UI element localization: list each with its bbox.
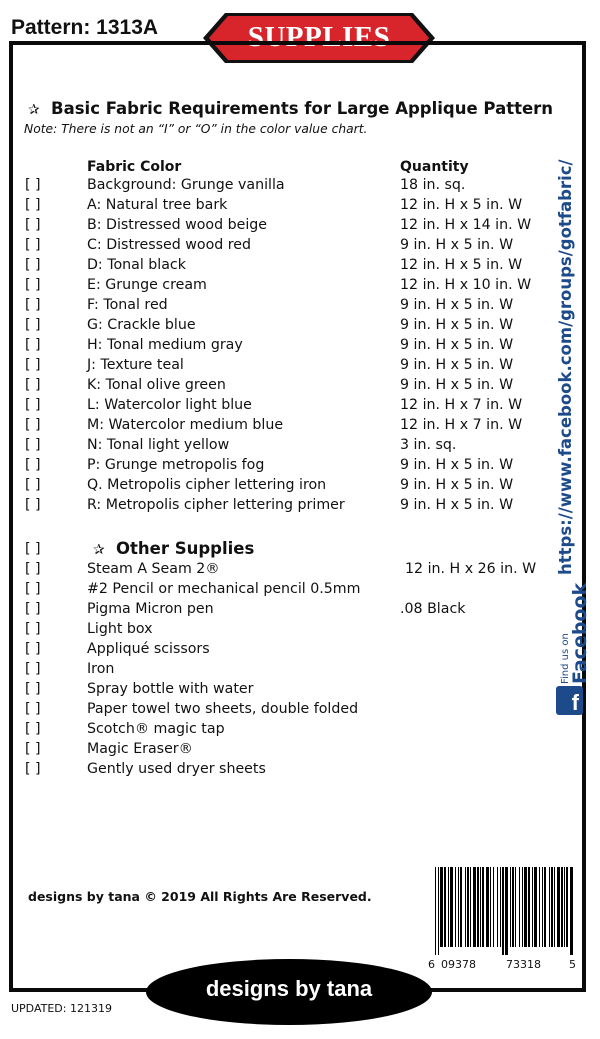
barcode-bar bbox=[544, 867, 546, 947]
barcode-bar bbox=[455, 867, 456, 947]
fabric-label: N: Tonal light yellow bbox=[87, 437, 230, 453]
fabric-label: J: Texture teal bbox=[87, 357, 184, 373]
fabric-label: R: Metropolis cipher lettering primer bbox=[87, 497, 345, 513]
barcode-bar bbox=[470, 867, 471, 947]
star-icon: ✰ bbox=[28, 102, 40, 118]
checkbox: [ ] bbox=[25, 641, 41, 657]
fabric-quantity: 9 in. H x 5 in. W bbox=[400, 237, 514, 253]
fabric-label: M: Watercolor medium blue bbox=[87, 417, 284, 433]
supply-label: Appliqué scissors bbox=[87, 641, 210, 657]
checkbox: [ ] bbox=[25, 217, 41, 233]
barcode bbox=[427, 867, 577, 955]
supply-label: Spray bottle with water bbox=[87, 681, 254, 697]
barcode-bar bbox=[467, 867, 469, 947]
checkbox: [ ] bbox=[25, 701, 41, 717]
supply-label: Iron bbox=[87, 661, 115, 677]
checkbox: [ ] bbox=[25, 457, 41, 473]
barcode-bar bbox=[473, 867, 476, 947]
checkbox: [ ] bbox=[25, 277, 41, 293]
checkbox: [ ] bbox=[25, 541, 41, 557]
quantity-header: Quantity bbox=[400, 159, 469, 175]
supply-label: Scotch® magic tap bbox=[87, 721, 225, 737]
supply-label: Light box bbox=[87, 621, 153, 637]
fabric-quantity: 12 in. H x 7 in. W bbox=[400, 417, 523, 433]
barcode-bar bbox=[566, 867, 568, 947]
barcode-bar bbox=[448, 867, 449, 947]
barcode-bar bbox=[557, 867, 560, 947]
fabric-quantity: 9 in. H x 5 in. W bbox=[400, 377, 514, 393]
fabric-quantity: 12 in. H x 7 in. W bbox=[400, 397, 523, 413]
fabric-label: C: Distressed wood red bbox=[87, 237, 252, 253]
checkbox: [ ] bbox=[25, 177, 41, 193]
fabric-quantity: 9 in. H x 5 in. W bbox=[400, 497, 514, 513]
barcode-bar bbox=[539, 867, 540, 947]
fabric-label: Q. Metropolis cipher lettering iron bbox=[87, 477, 327, 493]
checkbox: [ ] bbox=[25, 601, 41, 617]
barcode-bar bbox=[522, 867, 523, 947]
supply-label: Magic Eraser® bbox=[87, 741, 193, 757]
barcode-bar bbox=[519, 867, 520, 947]
fabric-label: P: Grunge metropolis fog bbox=[87, 457, 265, 473]
barcode-bar bbox=[486, 867, 489, 947]
barcode-digit-first: 6 bbox=[428, 958, 435, 971]
fabric-quantity: 12 in. H x 5 in. W bbox=[400, 197, 523, 213]
checkbox: [ ] bbox=[25, 721, 41, 737]
barcode-bar bbox=[510, 867, 511, 947]
checkbox: [ ] bbox=[25, 237, 41, 253]
checkbox: [ ] bbox=[25, 561, 41, 577]
barcode-bar bbox=[465, 867, 466, 947]
fabric-quantity: 9 in. H x 5 in. W bbox=[400, 317, 514, 333]
barcode-bar bbox=[524, 867, 527, 947]
barcode-bar bbox=[561, 867, 563, 947]
supply-label: Pigma Micron pen bbox=[87, 601, 214, 617]
supply-quantity: .08 Black bbox=[400, 601, 466, 617]
barcode-bar bbox=[515, 867, 516, 947]
checkbox: [ ] bbox=[25, 357, 41, 373]
facebook-group-link[interactable]: https://www.facebook.com/groups/gotfabric/ bbox=[556, 159, 575, 575]
fabric-quantity: 12 in. H x 5 in. W bbox=[400, 257, 523, 273]
pattern-number: Pattern: 1313A bbox=[11, 16, 159, 39]
facebook-label: Facebook bbox=[569, 582, 591, 684]
barcode-bar bbox=[554, 867, 555, 947]
checkbox: [ ] bbox=[25, 661, 41, 677]
checkbox: [ ] bbox=[25, 417, 41, 433]
fabric-label: A: Natural tree bark bbox=[87, 197, 228, 213]
fabric-quantity: 18 in. sq. bbox=[400, 177, 466, 193]
fabric-quantity: 9 in. H x 5 in. W bbox=[400, 477, 514, 493]
fabric-label: F: Tonal red bbox=[87, 297, 168, 313]
barcode-bar bbox=[440, 867, 443, 947]
fabric-quantity: 9 in. H x 5 in. W bbox=[400, 457, 514, 473]
fabric-quantity: 9 in. H x 5 in. W bbox=[400, 337, 514, 353]
barcode-bar bbox=[435, 867, 436, 955]
supplies-banner-text: SUPPLIES bbox=[247, 21, 391, 53]
facebook-icon: f bbox=[556, 686, 583, 715]
checkbox: [ ] bbox=[25, 397, 41, 413]
barcode-bar bbox=[505, 867, 508, 955]
barcode-bar bbox=[564, 867, 565, 947]
barcode-bar bbox=[438, 867, 439, 955]
fabric-quantity: 12 in. H x 10 in. W bbox=[400, 277, 532, 293]
checkbox: [ ] bbox=[25, 257, 41, 273]
fabric-quantity: 9 in. H x 5 in. W bbox=[400, 357, 514, 373]
updated-date: UPDATED: 121319 bbox=[11, 1002, 112, 1015]
supply-label: Gently used dryer sheets bbox=[87, 761, 266, 777]
checkbox: [ ] bbox=[25, 621, 41, 637]
barcode-bar bbox=[500, 867, 501, 947]
barcode-bar bbox=[458, 867, 459, 947]
fabric-label: H: Tonal medium gray bbox=[87, 337, 243, 353]
barcode-bar bbox=[482, 867, 484, 947]
fabric-quantity: 9 in. H x 5 in. W bbox=[400, 297, 514, 313]
fabric-label: Background: Grunge vanilla bbox=[87, 177, 285, 193]
checkbox: [ ] bbox=[25, 741, 41, 757]
fabric-label: E: Grunge cream bbox=[87, 277, 207, 293]
checkbox: [ ] bbox=[25, 377, 41, 393]
barcode-bar bbox=[480, 867, 481, 947]
fabric-label: L: Watercolor light blue bbox=[87, 397, 252, 413]
checkbox: [ ] bbox=[25, 477, 41, 493]
barcode-bar bbox=[551, 867, 553, 947]
fabric-note: Note: There is not an “I” or “O” in the color value chart. bbox=[24, 122, 368, 136]
fabric-label: B: Distressed wood beige bbox=[87, 217, 268, 233]
barcode-digits-right: 73318 bbox=[506, 958, 541, 971]
star-icon: ✰ bbox=[93, 542, 105, 558]
barcode-bar bbox=[532, 867, 533, 947]
supply-label: Steam A Seam 2® bbox=[87, 561, 220, 577]
supply-label: #2 Pencil or mechanical pencil 0.5mm bbox=[87, 581, 361, 597]
checkbox: [ ] bbox=[25, 681, 41, 697]
fabric-quantity: 3 in. sq. bbox=[400, 437, 457, 453]
checkbox: [ ] bbox=[25, 197, 41, 213]
barcode-bar bbox=[460, 867, 462, 947]
barcode-bar bbox=[477, 867, 479, 947]
barcode-bar bbox=[512, 867, 514, 947]
brand-name: designs by tana bbox=[205, 976, 373, 1001]
fabric-color-header: Fabric Color bbox=[87, 159, 182, 175]
fabric-label: K: Tonal olive green bbox=[87, 377, 226, 393]
fabric-quantity: 12 in. H x 14 in. W bbox=[400, 217, 532, 233]
other-supplies-heading: ✰ Other Supplies bbox=[93, 539, 255, 558]
fabric-heading: ✰ Basic Fabric Requirements for Large Applique Pattern bbox=[28, 99, 554, 118]
barcode-bar bbox=[528, 867, 530, 947]
checkbox: [ ] bbox=[25, 337, 41, 353]
barcode-bar bbox=[502, 867, 504, 955]
barcode-bar bbox=[493, 867, 494, 947]
barcode-bar bbox=[490, 867, 491, 947]
barcode-bar bbox=[450, 867, 453, 947]
find-us-label: Find us on bbox=[560, 633, 571, 684]
barcode-bar bbox=[497, 867, 498, 947]
supply-quantity: 12 in. H x 26 in. W bbox=[405, 561, 537, 577]
barcode-digit-last: 5 bbox=[569, 958, 576, 971]
barcode-bar bbox=[444, 867, 446, 947]
barcode-bar bbox=[570, 867, 573, 955]
fabric-label: G: Crackle blue bbox=[87, 317, 196, 333]
barcode-bar bbox=[534, 867, 537, 947]
checkbox: [ ] bbox=[25, 297, 41, 313]
copyright-text: designs by tana © 2019 All Rights Are Reserved. bbox=[28, 889, 372, 904]
checkbox: [ ] bbox=[25, 317, 41, 333]
barcode-digits-left: 09378 bbox=[441, 958, 476, 971]
fabric-label: D: Tonal black bbox=[87, 257, 186, 273]
checkbox: [ ] bbox=[25, 581, 41, 597]
checkbox: [ ] bbox=[25, 437, 41, 453]
checkbox: [ ] bbox=[25, 761, 41, 777]
checkbox: [ ] bbox=[25, 497, 41, 513]
barcode-bar bbox=[549, 867, 550, 947]
barcode-bar bbox=[542, 867, 543, 947]
supply-label: Paper towel two sheets, double folded bbox=[87, 701, 359, 717]
